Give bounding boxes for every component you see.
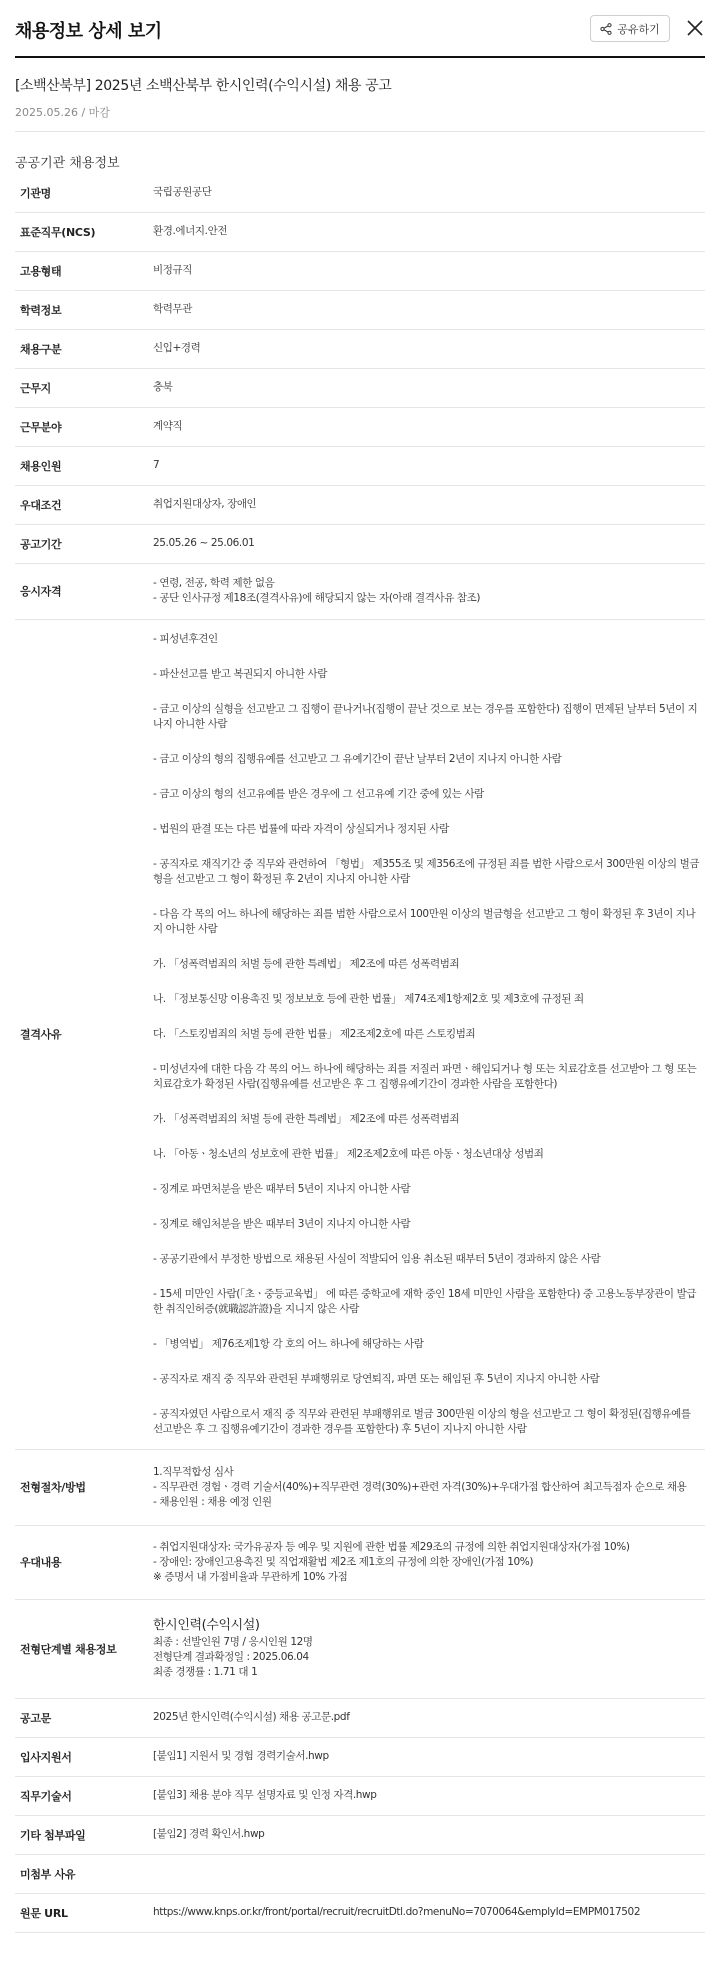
- row-value: 환경.에너지.안전: [153, 212, 705, 251]
- row-label: 고용형태: [15, 251, 153, 290]
- section-title: 공공기관 채용정보: [15, 156, 120, 171]
- value-line: - 징계로 해임처분을 받은 때부터 3년이 지나지 아니한 사람: [153, 1217, 411, 1230]
- row-value: [153, 619, 705, 1449]
- value-line: - 「병역법」 제76조제1항 각 호의 어느 하나에 해당하는 사람: [153, 1337, 424, 1350]
- row-benefit: [15, 1525, 705, 1599]
- row-value: 신입+경력: [153, 329, 705, 368]
- page-title: 채용정보 상세 보기: [15, 21, 162, 42]
- value-line: 최종 경쟁률 : 1.71 대 1: [153, 1665, 258, 1678]
- value-line: 최종 : 선발인원 7명 / 응시인원 12명: [153, 1635, 313, 1648]
- row-value: 비정규직: [153, 251, 705, 290]
- row-stage: [15, 1599, 705, 1698]
- job-desc-file-link[interactable]: [붙임3] 채용 분야 직무 설명자료 및 인정 자격.hwp: [153, 1789, 377, 1801]
- row-value: 충북: [153, 368, 705, 407]
- stage-heading: 한시인력(수익시설): [153, 1617, 260, 1633]
- row-value: 국립공원공단: [153, 174, 705, 212]
- value-line: - 피성년후견인: [153, 632, 218, 645]
- value-line: - 채용인원 : 채용 예정 인원: [153, 1495, 272, 1508]
- row-label: 전형절차/방법: [15, 1449, 153, 1525]
- row-label: 근무지: [15, 368, 153, 407]
- value-line: - 취업지원대상자: 국가유공자 등 예우 및 지원에 관한 법률 제29조의 규정에 의한 취업지원대상자(가점 10%): [153, 1540, 630, 1553]
- row-headcount: [15, 446, 705, 485]
- row-label: 학력정보: [15, 290, 153, 329]
- row-label: 응시자격: [15, 563, 153, 619]
- row-value: 계약직: [153, 407, 705, 446]
- row-disqualification: [15, 619, 705, 1449]
- close-icon: [686, 19, 704, 37]
- row-notice-file: [15, 1698, 705, 1737]
- source-url-link[interactable]: https://www.knps.or.kr/front/portal/recruit/recruitDtl.do?menuNo=7070064&emplyId=EMPM017502: [153, 1906, 641, 1918]
- row-hire-type: [15, 329, 705, 368]
- value-line: - 연령, 전공, 학력 제한 없음: [153, 577, 275, 589]
- value-line: - 15세 미만인 사람(「초ㆍ중등교육법」 에 따른 중학교에 재학 중인 18세 미만인 사람을 포함한다) 중 고용노동부장관이 발급한 취직인허증(就職認許證)을 지니지 않은 사람: [153, 1287, 697, 1315]
- value-line: - 금고 이상의 형의 집행유예를 선고받고 그 유예기간이 끝난 날부터 2년이 지나지 아니한 사람: [153, 752, 562, 765]
- row-value: [153, 1449, 705, 1525]
- notice-file-link[interactable]: 2025년 한시인력(수익시설) 채용 공고문.pdf: [153, 1711, 350, 1723]
- close-button[interactable]: [682, 15, 708, 41]
- row-procedure: [15, 1449, 705, 1525]
- row-label: 우대조건: [15, 485, 153, 524]
- row-period: [15, 524, 705, 563]
- row-label: 공고문: [15, 1698, 153, 1737]
- row-value: [153, 1854, 705, 1893]
- row-job-desc-file: [15, 1776, 705, 1815]
- row-org: [15, 174, 705, 212]
- row-no-attach-reason: [15, 1854, 705, 1893]
- value-line: 나. 「정보통신망 이용촉진 및 정보보호 등에 관한 법률」 제74조제1항제2호 및 제3호에 규정된 죄: [153, 992, 584, 1005]
- value-line: 전형단계 결과확정일 : 2025.06.04: [153, 1650, 309, 1663]
- row-label: 근무분야: [15, 407, 153, 446]
- row-label: 채용인원: [15, 446, 153, 485]
- row-label: 결격사유: [15, 619, 153, 1449]
- value-line: - 금고 이상의 실형을 선고받고 그 집행이 끝나거나(집행이 끝난 것으로 보는 경우를 포함한다) 집행이 면제된 날부터 5년이 지나지 아니한 사람: [153, 702, 698, 730]
- value-line: - 파산선고를 받고 복권되지 아니한 사람: [153, 667, 327, 680]
- row-other-file: [15, 1815, 705, 1854]
- value-line: 가. 「성폭력범죄의 처벌 등에 관한 특례법」 제2조에 따른 성폭력범죄: [153, 957, 460, 970]
- value-line: - 공공기관에서 부정한 방법으로 채용된 사실이 적발되어 임용 취소된 때부터 5년이 경과하지 않은 사람: [153, 1252, 601, 1265]
- value-line: - 장애인: 장애인고용촉진 및 직업재활법 제2조 제1호의 규정에 의한 장애인(가점 10%): [153, 1555, 534, 1568]
- row-value: [153, 1599, 705, 1698]
- value-line: - 금고 이상의 형의 선고유예를 받은 경우에 그 선고유예 기간 중에 있는 사람: [153, 787, 484, 800]
- row-label: 공고기간: [15, 524, 153, 563]
- value-line: - 미성년자에 대한 다음 각 목의 어느 하나에 해당하는 죄를 저질러 파면ㆍ해임되거나 형 또는 치료감호를 선고받아 그 형 또는 치료감호가 확정된 사람(집행유예를 선고받은 후 그 집행유예기간이 경과한 사람을 포함한다): [153, 1062, 697, 1090]
- share-button-label: 공유하기: [617, 22, 660, 36]
- row-application-file: [15, 1737, 705, 1776]
- row-label: 채용구분: [15, 329, 153, 368]
- posting-title: [소백산북부] 2025년 소백산북부 한시인력(수익시설) 채용 공고: [15, 78, 392, 94]
- row-label: 전형단계별 채용정보: [15, 1599, 153, 1698]
- row-value: 학력무관: [153, 290, 705, 329]
- row-label: 우대내용: [15, 1525, 153, 1599]
- posting-meta: 2025.05.26 / 마감: [15, 106, 110, 119]
- row-label: 직무기술서: [15, 1776, 153, 1815]
- value-line: - 공직자로 재직 중 직무와 관련된 부패행위로 당연퇴직, 파면 또는 해임된 후 5년이 지나지 아니한 사람: [153, 1372, 600, 1385]
- value-line: - 공단 인사규정 제18조(결격사유)에 해당되지 않는 자(아래 결격사유 참조): [153, 592, 481, 604]
- row-label: 입사지원서: [15, 1737, 153, 1776]
- row-location: [15, 368, 705, 407]
- row-label: 기관명: [15, 174, 153, 212]
- row-value: [153, 563, 705, 619]
- value-line: - 직무관련 경험ㆍ경력 기술서(40%)+직무관련 경력(30%)+관련 자격(30%)+우대가점 합산하여 최고득점자 순으로 채용: [153, 1480, 687, 1493]
- share-button[interactable]: [590, 15, 670, 42]
- value-line: - 공직자였던 사람으로서 재직 중 직무와 관련된 부패행위로 벌금 300만원 이상의 형을 선고받고 그 형이 확정된(집행유예를 선고받은 후 그 집행유예기간이 경과한 경우를 포함한다) 후 5년이 지나지 아니한 사람: [153, 1407, 691, 1435]
- posting-summary: [15, 58, 705, 132]
- value-line: - 징계로 파면처분을 받은 때부터 5년이 지나지 아니한 사람: [153, 1182, 411, 1195]
- value-line: - 다음 각 목의 어느 하나에 해당하는 죄를 범한 사람으로서 100만원 이상의 벌금형을 선고받고 그 형이 확정된 후 3년이 지나지 아니한 사람: [153, 907, 696, 935]
- row-label: 표준직무(NCS): [15, 212, 153, 251]
- application-file-link[interactable]: [붙임1] 지원서 및 경험 경력기술서.hwp: [153, 1750, 329, 1762]
- row-value: [153, 1525, 705, 1599]
- row-value: 7: [153, 446, 705, 485]
- row-label: 기타 첨부파일: [15, 1815, 153, 1854]
- row-qualification: [15, 563, 705, 619]
- page-header: [15, 0, 705, 58]
- row-ncs: [15, 212, 705, 251]
- value-line: ※ 증명서 내 가점비율과 무관하게 10% 가점: [153, 1570, 348, 1583]
- value-line: 다. 「스토킹범죄의 처벌 등에 관한 법률」 제2조제2호에 따른 스토킹범죄: [153, 1027, 476, 1040]
- value-line: 1.직무적합성 심사: [153, 1465, 234, 1478]
- other-file-link[interactable]: [붙임2] 경력 확인서.hwp: [153, 1828, 265, 1840]
- row-label: 미첨부 사유: [15, 1854, 153, 1893]
- row-source-url: [15, 1893, 705, 1932]
- value-line: 가. 「성폭력범죄의 처벌 등에 관한 특례법」 제2조에 따른 성폭력범죄: [153, 1112, 460, 1125]
- value-line: 나. 「아동ㆍ청소년의 성보호에 관한 법률」 제2조제2호에 따른 아동ㆍ청소년대상 성범죄: [153, 1147, 544, 1160]
- share-icon: [600, 23, 612, 35]
- value-line: - 법원의 판결 또는 다른 법률에 따라 자격이 상실되거나 정지된 사람: [153, 822, 449, 835]
- row-label: 원문 URL: [15, 1893, 153, 1932]
- row-edu: [15, 290, 705, 329]
- row-field: [15, 407, 705, 446]
- row-emp-type: [15, 251, 705, 290]
- row-value: 취업지원대상자, 장애인: [153, 485, 705, 524]
- value-line: - 공직자로 재직기간 중 직무와 관련하여 「형법」 제355조 및 제356조에 규정된 죄를 범한 사람으로서 300만원 이상의 벌금형을 선고받고 그 형이 확정된 후 2년이 지나지 아니한 사람: [153, 857, 700, 885]
- row-value: 25.05.26 ~ 25.06.01: [153, 524, 705, 563]
- row-preference: [15, 485, 705, 524]
- info-table: [15, 174, 705, 1933]
